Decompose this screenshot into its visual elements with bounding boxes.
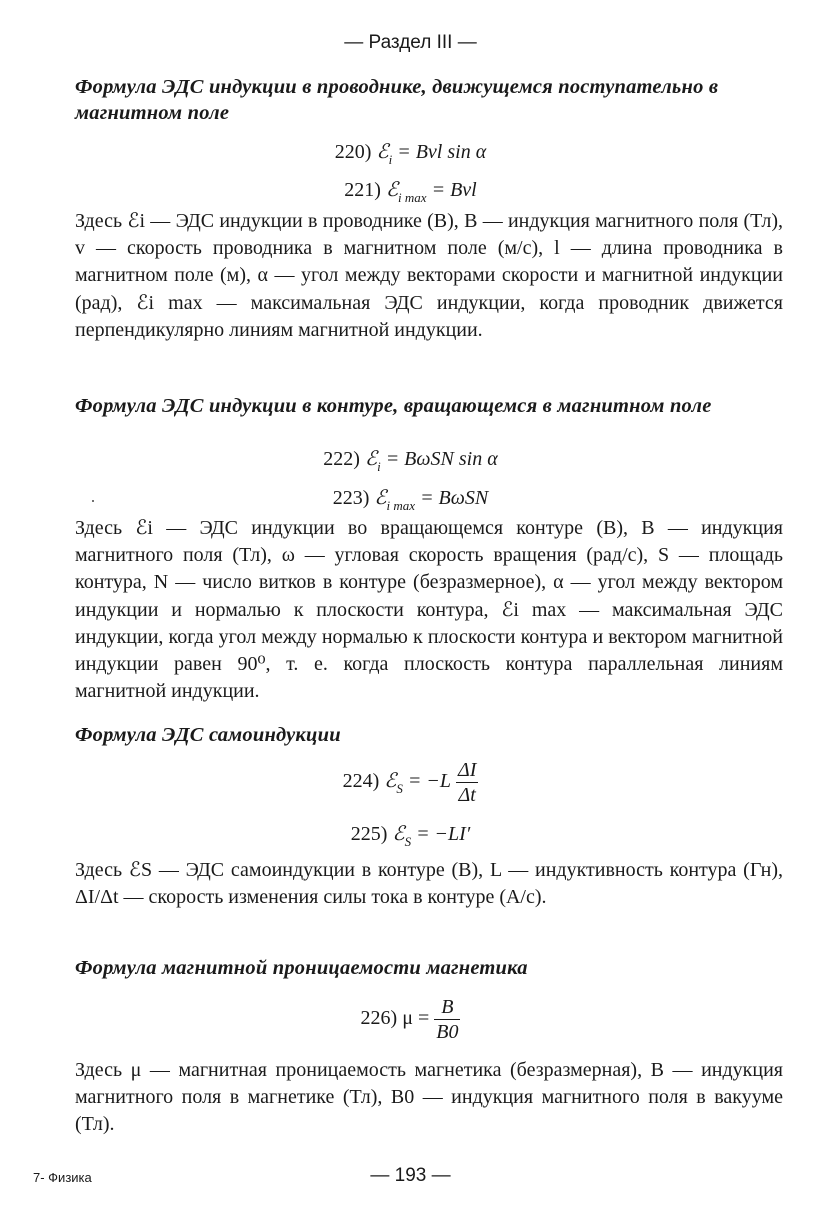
formula-rhs: = xyxy=(417,1007,430,1030)
fraction-numerator: B xyxy=(434,995,460,1020)
page-number: — 193 — xyxy=(370,1165,451,1186)
formula-subscript: S xyxy=(404,834,412,849)
formula-222 xyxy=(0,445,821,473)
formula-220 xyxy=(0,138,821,166)
formula-subscript: i max xyxy=(386,498,416,513)
signature-mark: 7- Физика xyxy=(33,1170,92,1185)
running-header: — Раздел III — xyxy=(344,32,477,53)
explanation-paragraph: Здесь ℰi — ЭДС индукции в проводнике (В), B — индукция магнитного поля (Тл), v — скорость проводника в магнитном поле (м/с), l — длина проводника в магнитном поле (м), α — угол между векторами скорости и магнитной индукции (рад), ℰi max — максимальная ЭДС индукции, когда проводник движется перпендикулярно линиям магнитной индукции. xyxy=(75,210,783,341)
formula-subscript: i xyxy=(388,152,393,167)
emf-symbol: ℰ xyxy=(385,179,399,201)
fraction-denominator: B0 xyxy=(436,1021,459,1043)
emf-symbol: ℰ xyxy=(384,770,397,793)
section-title-emf-translation: Формула ЭДС индукции в проводнике, движущемся поступательно в магнитном поле xyxy=(75,76,719,124)
formula-rhs: = −L xyxy=(407,770,451,793)
formula-rhs: = BωSN xyxy=(420,487,489,509)
fraction xyxy=(434,995,460,1044)
explanation-paragraph: Здесь ℰi — ЭДС индукции во вращающемся контуре (В), B — индукция магнитного поля (Тл), ω — угловая скорость вращения (рад/с), S — площадь контура, N — число витков в контуре (безразмерное), α — угол между вектором индукции и нормалью к плоскости контура, ℰi max — максимальная ЭДС индукции, когда угол между нормалью к плоскости контура и вектором магнитной индукции равен 90⁰, т. е. когда плоскость контура параллельная линиям магнитной индукции. xyxy=(75,517,783,703)
formula-number: 221) xyxy=(344,179,381,201)
fraction xyxy=(456,758,478,807)
formula-number: 226) xyxy=(360,1007,398,1030)
section-title-emf-rotation: Формула ЭДС индукции в контуре, вращающемся в магнитном поле xyxy=(75,395,712,417)
formula-subscript: S xyxy=(396,781,403,797)
emf-symbol: ℰ xyxy=(364,448,378,470)
emf-symbol: ℰ xyxy=(374,487,387,509)
formula-number: 220) xyxy=(334,141,372,163)
emf-symbol: ℰ xyxy=(392,823,405,845)
formula-223 xyxy=(0,484,821,512)
explanation-paragraph: Здесь μ — магнитная проницаемость магнетика (безразмерная), B — индукция магнитного поля в магнетике (Тл), B0 — индукция магнитного поля в вакууме (Тл). xyxy=(75,1059,783,1136)
formula-number: 224) xyxy=(342,770,380,793)
formula-226 xyxy=(0,995,821,1044)
emf-symbol: ℰ xyxy=(376,141,389,163)
fraction-numerator: ΔI xyxy=(458,759,477,781)
formula-subscript: i xyxy=(377,459,381,474)
formula-rhs: = Bvl xyxy=(431,179,477,201)
section-title-permeability: Формула магнитной проницаемости магнетика xyxy=(75,957,528,979)
formula-rhs: = Bvl sin α xyxy=(397,141,487,163)
formula-subscript: i max xyxy=(398,190,427,205)
section-title-self-induction: Формула ЭДС самоиндукции xyxy=(75,724,341,746)
mu-symbol: μ xyxy=(402,1007,413,1030)
fraction-denominator: Δt xyxy=(458,784,476,806)
formula-rhs: = BωSN sin α xyxy=(385,448,498,470)
formula-221 xyxy=(0,176,821,204)
formula-number: 222) xyxy=(323,448,360,470)
formula-224 xyxy=(0,758,821,807)
formula-number: 223) xyxy=(332,487,370,509)
formula-225 xyxy=(0,820,821,848)
formula-number: 225) xyxy=(350,823,388,845)
formula-rhs: = −LI′ xyxy=(416,823,471,845)
explanation-paragraph: Здесь ℰS — ЭДС самоиндукции в контуре (В), L — индуктивность контура (Гн), ΔI/Δt — скорость изменения силы тока в контуре (А/с). xyxy=(75,859,783,909)
